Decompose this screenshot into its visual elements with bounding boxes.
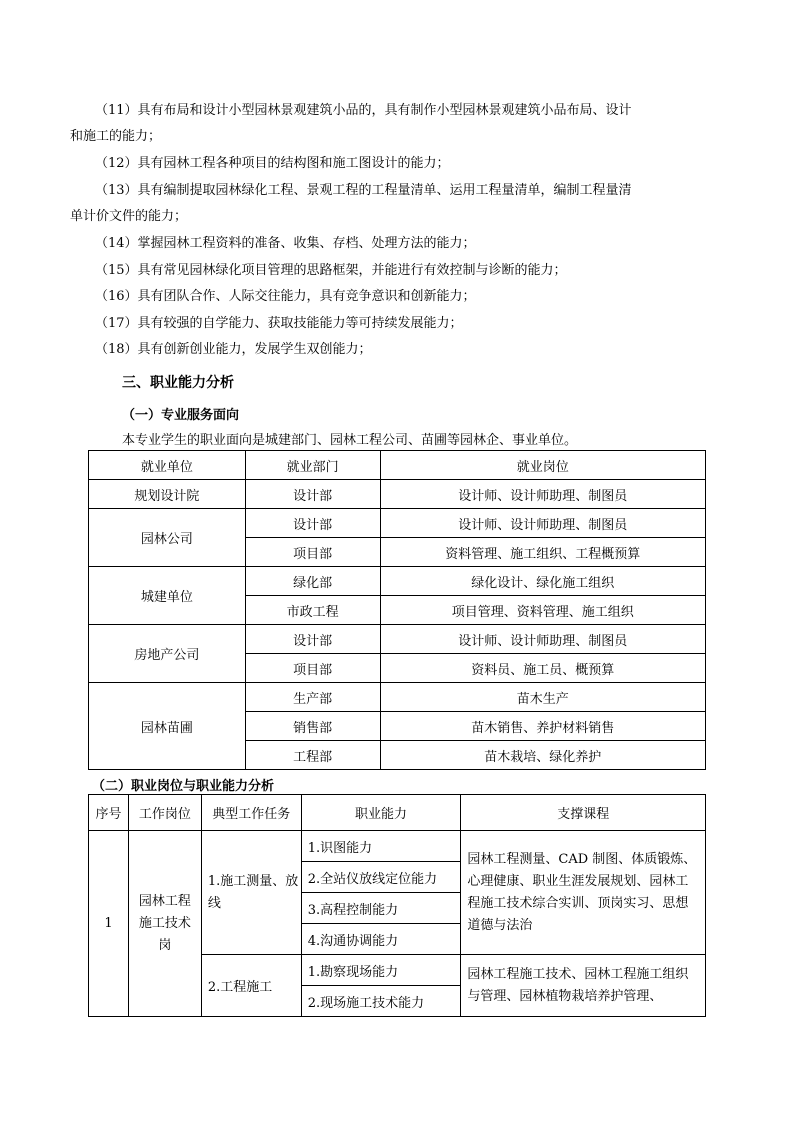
post-cell: 苗木栽培、绿化养护	[380, 741, 705, 770]
job-ability-table	[88, 794, 706, 1017]
post-cell: 项目管理、资料管理、施工组织	[380, 596, 705, 625]
ability-text: （18）具有创新创业能力，发展学生双创能力；	[95, 342, 372, 357]
ability-text: （11）具有布局和设计小型园林景观建筑小品的，具有制作小型园林景观建筑小品布局、设计	[95, 103, 632, 118]
header-seq: 序号	[89, 795, 129, 831]
ability-cell: 1.勘察现场能力	[301, 955, 461, 986]
section-3-title: 三、职业能力分析	[122, 375, 234, 391]
dept-cell: 设计部	[245, 625, 380, 654]
header-course: 支撑课程	[461, 795, 706, 831]
ability-cell: 3.高程控制能力	[301, 893, 461, 924]
subsection-1-title: （一）专业服务面向	[122, 408, 240, 423]
post-cell: 绿化设计、绿化施工组织	[380, 567, 705, 596]
ability-cell: 2.全站仪放线定位能力	[301, 862, 461, 893]
ability-item-18	[95, 337, 705, 363]
ability-item-13	[70, 178, 705, 230]
ability-text: （15）具有常见园林绿化项目管理的思路框架，并能进行有效控制与诊断的能力；	[95, 263, 567, 278]
ability-item-16	[95, 284, 705, 310]
ability-text-cont: 和施工的能力；	[70, 129, 162, 144]
dept-cell: 市政工程	[245, 596, 380, 625]
unit-cell: 房地产公司	[89, 625, 246, 683]
ability-item-14	[95, 231, 705, 257]
header-ability: 职业能力	[301, 795, 461, 831]
dept-cell: 生产部	[245, 683, 380, 712]
table-row	[89, 683, 706, 712]
ability-item-12	[95, 151, 705, 177]
ability-cell: 4.沟通协调能力	[301, 924, 461, 955]
ability-item-17	[95, 311, 705, 337]
task-cell: 1.施工测量、放线	[201, 831, 301, 955]
dept-cell: 设计部	[245, 509, 380, 538]
dept-cell: 工程部	[245, 741, 380, 770]
ability-cell: 1.识图能力	[301, 831, 461, 862]
employment-table	[88, 450, 706, 770]
post-cell: 资料管理、施工组织、工程概预算	[380, 538, 705, 567]
ability-text-cont: 单计价文件的能力；	[70, 209, 188, 224]
seq-cell: 1	[89, 831, 129, 1017]
post-cell: 设计师、设计师助理、制图员	[380, 509, 705, 538]
intro-text: 本专业学生的职业面向是城建部门、园林工程公司、苗圃等园林企、事业单位。	[122, 433, 578, 448]
header-post: 工作岗位	[128, 795, 201, 831]
table-row	[89, 831, 706, 862]
header-post: 就业岗位	[380, 451, 705, 480]
table-row	[89, 509, 706, 538]
post-cell: 苗木销售、养护材料销售	[380, 712, 705, 741]
course-cell: 园林工程施工技术、园林工程施工组织与管理、园林植物栽培养护管理、	[461, 955, 706, 1017]
course-cell: 园林工程测量、CAD 制图、体质锻炼、心理健康、职业生涯发展规划、园林工程施工技术综合实训、顶岗实习、思想道德与法治	[461, 831, 706, 955]
unit-cell: 城建单位	[89, 567, 246, 625]
table-row	[89, 625, 706, 654]
ability-item-11	[70, 98, 705, 150]
ability-cell: 2.现场施工技术能力	[301, 986, 461, 1017]
task-cell: 2.工程施工	[201, 955, 301, 1017]
table-header-row	[89, 451, 706, 480]
ability-text: （16）具有团队合作、人际交往能力，具有竞争意识和创新能力；	[95, 289, 476, 304]
dept-cell: 项目部	[245, 538, 380, 567]
table-header-row	[89, 795, 706, 831]
dept-cell: 设计部	[245, 480, 380, 509]
ability-text: （12）具有园林工程各种项目的结构图和施工图设计的能力；	[95, 156, 450, 171]
post-cell: 设计师、设计师助理、制图员	[380, 625, 705, 654]
header-dept: 就业部门	[245, 451, 380, 480]
ability-text: （13）具有编制提取园林绿化工程、景观工程的工程量清单、运用工程量清单，编制工程量清	[95, 183, 632, 198]
table-row	[89, 480, 706, 509]
header-task: 典型工作任务	[201, 795, 301, 831]
ability-text: （17）具有较强的自学能力、获取技能能力等可持续发展能力；	[95, 316, 463, 331]
table-row	[89, 567, 706, 596]
post-cell: 园林工程施工技术岗	[128, 831, 201, 1017]
post-cell: 苗木生产	[380, 683, 705, 712]
post-cell: 资料员、施工员、概预算	[380, 654, 705, 683]
dept-cell: 绿化部	[245, 567, 380, 596]
dept-cell: 销售部	[245, 712, 380, 741]
post-cell: 设计师、设计师助理、制图员	[380, 480, 705, 509]
unit-cell: 园林苗圃	[89, 683, 246, 770]
ability-item-15	[95, 258, 705, 284]
unit-cell: 规划设计院	[89, 480, 246, 509]
dept-cell: 项目部	[245, 654, 380, 683]
ability-text: （14）掌握园林工程资料的准备、收集、存档、处理方法的能力；	[95, 236, 476, 251]
subsection-2-title: （二）职业岗位与职业能力分析	[92, 779, 275, 794]
unit-cell: 园林公司	[89, 509, 246, 567]
header-unit: 就业单位	[89, 451, 246, 480]
